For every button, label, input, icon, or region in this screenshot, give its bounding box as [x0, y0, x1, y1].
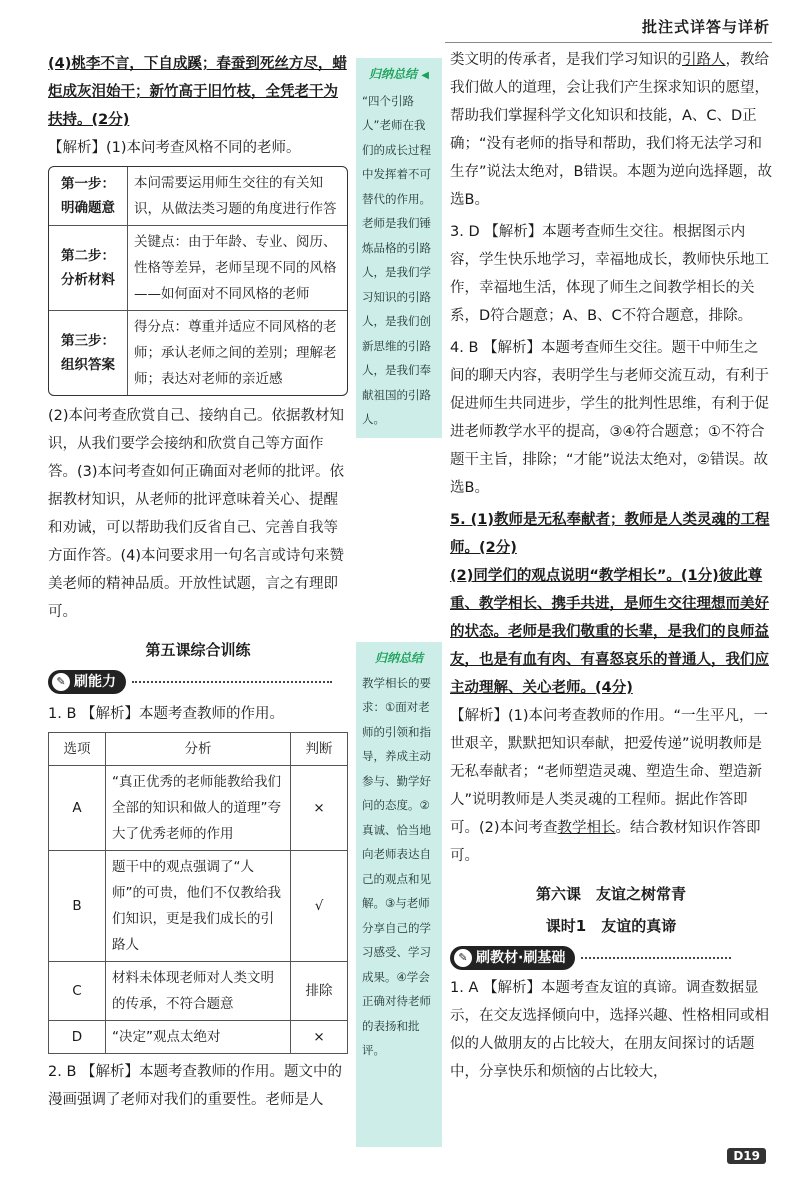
- answer-5-part2: (2)同学们的观点说明“教学相长”。(1分)彼此尊重、教学相长、携手共进，是师生交往理想而美好的状态。老师是我们敬重的长辈，是我们的良师益友，也是有血有肉、有喜怒哀乐的普通人，我们应主动理解、关心老师。(4分): [450, 568, 769, 696]
- q2-continued: 类文明的传承者，是我们学习知识的引路人，教给我们做人的道理，会让我们产生探求知识的愿望，帮助我们掌握科学文化知识和技能，A、C、D正确；“没有老师的指导和帮助，我们将无法学习和生存”说法太绝对，B错误。本题为逆向选择题，故选B。: [450, 52, 772, 208]
- question-4: 4. B 【解析】本题考查师生交往。题干中师生之间的聊天内容，表明学生与老师交流互动，有利于促进师生共同进步，学生的批判性思维，有利于促进老师教学水平的提高，③④符合题意；①不符合题干主旨，排除；“才能”说法太绝对，②错误。故选B。: [450, 340, 769, 496]
- col-header-option: 选项: [49, 733, 106, 766]
- note-tag: 归纳总结 ◀: [369, 67, 429, 81]
- cell-judge: ×: [291, 766, 348, 851]
- analysis-5: 【解析】(1)本问考查教师的作用。“一生平凡，一世艰辛，默默把知识奉献，把爱传递”说明教师是无私奉献者；“老师塑造灵魂、塑造生命、塑造新人”说明教师是人类灵魂的工程师。据此作答即可。(2)本问考查教学相长。结合教材知识作答即可。: [450, 708, 769, 864]
- step-row: [49, 226, 347, 311]
- note-text: “四个引路人”老师在我们的成长过程中发挥着不可替代的作用。老师是我们锤炼品格的引路人，是我们学习知识的引路人，是我们创新思维的引路人，是我们奉献祖国的引路人。: [362, 93, 431, 426]
- badge-label: 刷教材·刷基础: [476, 950, 566, 966]
- ability-badge: [48, 670, 126, 694]
- underlined-term: 引路人: [682, 52, 726, 68]
- cell-option: B: [49, 851, 106, 962]
- brush-icon: ✎: [454, 949, 472, 967]
- table-row: [49, 851, 348, 962]
- step-text: 得分点：尊重并适应不同风格的老师；承认老师之间的差别；理解老师；表达对老师的亲近感: [134, 319, 337, 387]
- page-number: D19: [727, 1148, 766, 1164]
- question-a1: 1. A 【解析】本题考查友谊的真谛。调查数据显示，在交友选择倾向中，选择兴趣、性格相同或相似的人做朋友的占比较大，在朋友间探讨的话题中，分享快乐和烦恼的占比较大，: [450, 980, 769, 1080]
- table-row: [49, 962, 348, 1021]
- cell-option: A: [49, 766, 106, 851]
- summary-note-2: [356, 642, 442, 1147]
- answer-5-part1: 5. (1)教师是无私奉献者；教师是人类灵魂的工程师。(2分): [450, 512, 770, 556]
- cell-analysis: “决定”观点太绝对: [106, 1021, 291, 1054]
- table-row: [49, 1021, 348, 1054]
- answer-4: (4)桃李不言，下自成蹊；春蚕到死丝方尽，蜡炬成灰泪始干；新竹高于旧竹枝，全凭老干为扶持。(2分): [48, 56, 347, 128]
- step-row: [49, 311, 347, 396]
- col-header-judge: 判断: [291, 733, 348, 766]
- arrow-icon: ◀: [421, 70, 429, 81]
- step-text: 本问需要运用师生交往的有关知识，从做法类习题的角度进行作答: [128, 167, 348, 226]
- left-column: [48, 50, 348, 1114]
- brush-icon: ✎: [52, 673, 70, 691]
- table-row: [49, 766, 348, 851]
- dotted-divider: [581, 957, 731, 959]
- unit-title: 课时1 友谊的真谛: [545, 917, 677, 935]
- cell-analysis: 题干中的观点强调了“人师”的可贵，他们不仅教给我们知识，更是我们成长的引路人: [106, 851, 291, 962]
- steps-table: [48, 166, 348, 396]
- cell-judge: ×: [291, 1021, 348, 1054]
- badge-row: [450, 944, 772, 972]
- badge-label: 刷能力: [74, 674, 116, 690]
- right-column: [450, 46, 772, 1086]
- step-row: [49, 167, 347, 226]
- step-label: 第一步：明确题意: [49, 167, 128, 226]
- section-title: 第五课综合训练: [145, 641, 251, 659]
- cell-judge: √: [291, 851, 348, 962]
- underlined-term: 教学相长: [557, 820, 616, 836]
- analysis-intro: 【解析】(1)本问考查风格不同的老师。: [48, 140, 301, 156]
- header-divider: [445, 42, 772, 43]
- cell-analysis: “真正优秀的老师能教给我们全部的知识和做人的道理”夸大了优秀老师的作用: [106, 766, 291, 851]
- summary-note-1: [356, 58, 442, 438]
- step-label: 第二步：分析材料: [49, 226, 128, 311]
- cell-option: C: [49, 962, 106, 1021]
- lesson-title: 第六课 友谊之树常青: [535, 885, 686, 903]
- question-1: 1. B 【解析】本题考查教师的作用。: [48, 706, 284, 722]
- badge-row: [48, 668, 348, 696]
- question-2: 2. B 【解析】本题考查教师的作用。题文中的漫画强调了老师对我们的重要性。老师是人: [48, 1064, 342, 1108]
- note-text: 教学相长的要求：①面对老师的引领和指导，养成主动参与、勤学好问的态度。②真诚、恰当地向老师表达自己的观点和见解。③与老师分享自己的学习感受、学习成果。④学会正确对待老师的表扬和批评。: [362, 675, 431, 1057]
- header-title: 批注式详答与详析: [641, 18, 770, 36]
- question-3: 3. D 【解析】本题考查师生交往。根据图示内容，学生快乐地学习，幸福地成长，教师快乐地工作，幸福地生活，体现了师生之间教学相长的关系，D符合题意；A、B、C不符合题意，排除。: [450, 224, 769, 324]
- step-label: 第三步：组织答案: [49, 311, 128, 396]
- cell-judge: 排除: [291, 962, 348, 1021]
- textbook-badge: [450, 946, 575, 970]
- analysis-table: [48, 732, 348, 1054]
- note-tag: 归纳总结: [374, 651, 423, 665]
- dotted-divider: [132, 681, 332, 683]
- analysis-body: (2)本问考查欣赏自己、接纳自己。依据教材知识，从我们要学会接纳和欣赏自己等方面作答。(3)本问考查如何正确面对老师的批评。依据教材知识，从老师的批评意味着关心、提醒和劝诫，可以帮助我们反省自己、完善自我等方面作答。(4)本问要求用一句名言或诗句来赞美老师的精神品质。开放性试题，言之有理即可。: [48, 408, 345, 620]
- cell-option: D: [49, 1021, 106, 1054]
- step-text: 关键点：由于年龄、专业、阅历、性格等差异，老师呈现不同的风格——如何面对不同风格的老师: [128, 226, 348, 311]
- col-header-analysis: 分析: [106, 733, 291, 766]
- cell-analysis: 材料未体现老师对人类文明的传承，不符合题意: [106, 962, 291, 1021]
